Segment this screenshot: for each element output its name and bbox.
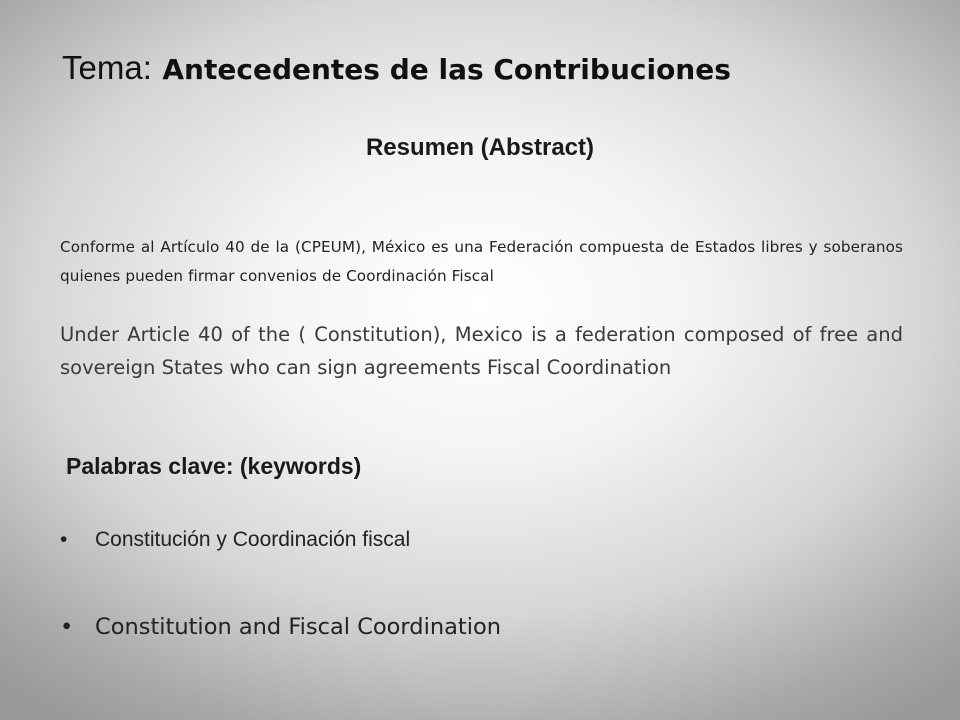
keywords-heading: Palabras clave: (keywords) <box>66 453 362 479</box>
abstract-heading: Resumen (Abstract) <box>365 134 595 161</box>
bullet-dot-icon: • <box>60 614 74 640</box>
slide-title <box>62 48 731 87</box>
keyword-text: Constitution and Fiscal Coordination <box>95 614 501 640</box>
abstract-english: Under Article 40 of the ( Constitution), Mexico is a federation composed of free and sovereign States who can sign agreements Fiscal Coordination <box>60 323 903 379</box>
title-topic: Antecedentes de las Contribuciones <box>162 53 731 86</box>
title-prefix: Tema: <box>62 49 152 86</box>
bullet-dot-icon: • <box>60 528 68 551</box>
keyword-text: Constitución y Coordinación fiscal <box>95 528 411 551</box>
abstract-spanish: Conforme al Artículo 40 de la (CPEUM), México es una Federación compuesta de Estados libres y soberanos quienes pueden firmar convenios de Coordinación Fiscal <box>60 238 903 285</box>
